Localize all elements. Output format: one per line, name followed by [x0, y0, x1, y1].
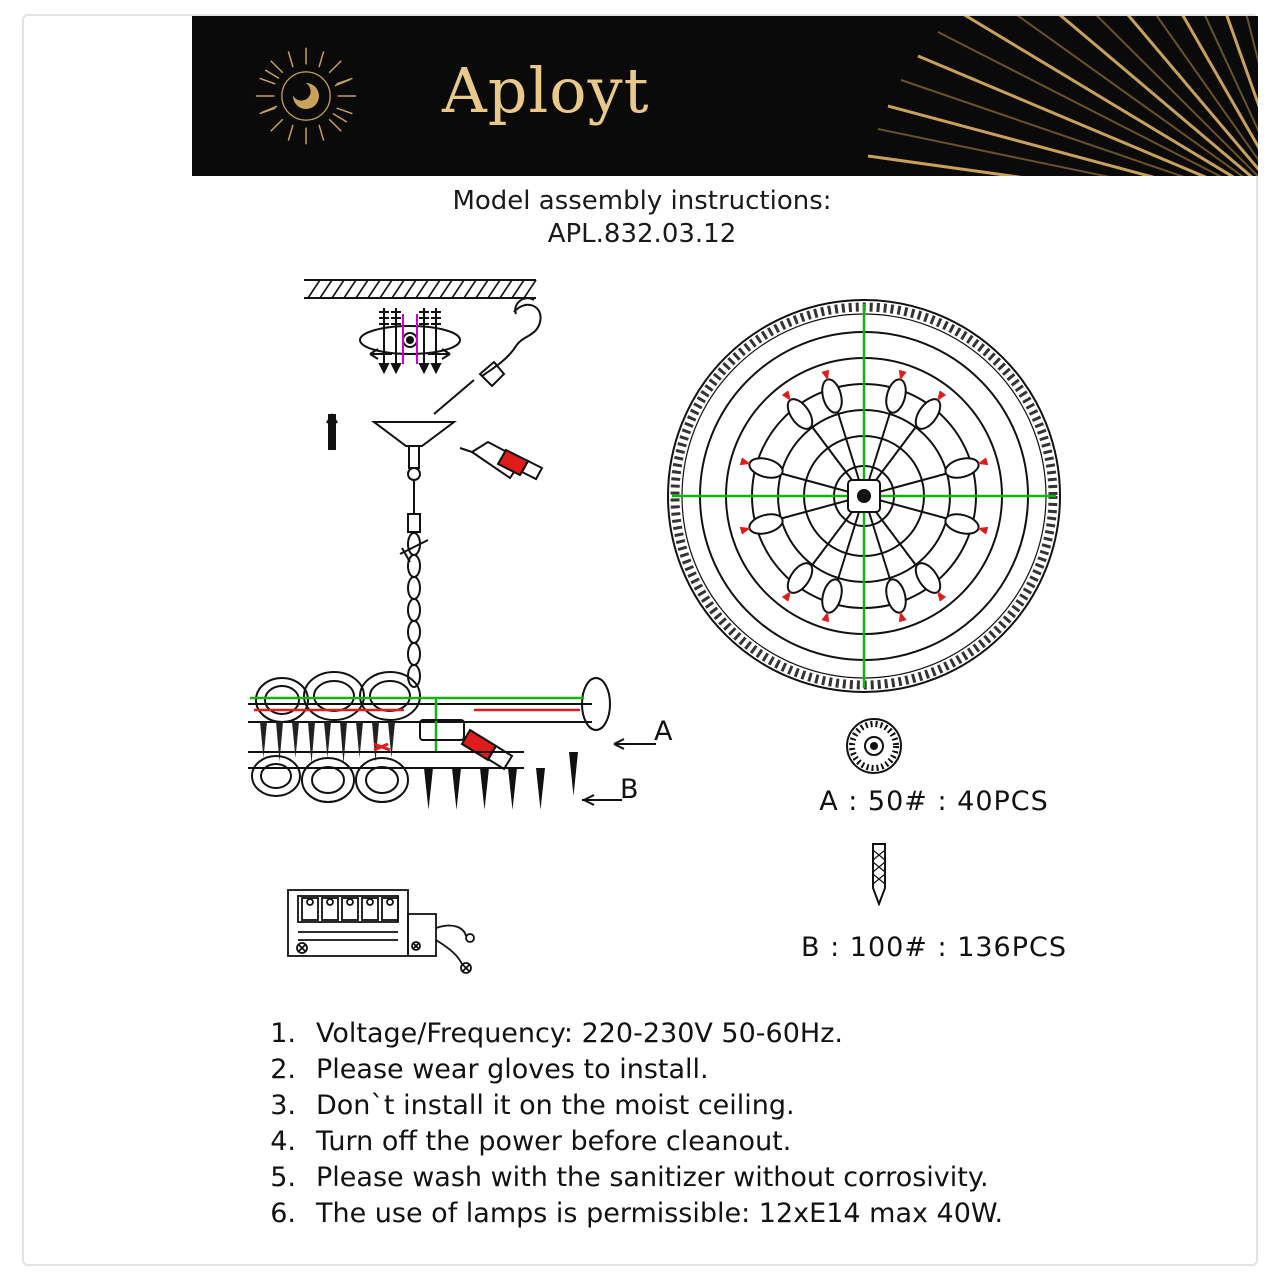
- brand-banner: [192, 16, 1258, 176]
- instruction-sheet: [22, 14, 1258, 1266]
- note-text: Don`t install it on the moist ceiling.: [316, 1090, 795, 1121]
- sunburst-icon: [250, 44, 362, 148]
- note-number: 6.: [270, 1198, 296, 1229]
- note-item: [254, 1088, 1214, 1124]
- note-item: [254, 1052, 1214, 1088]
- palm-rays-icon: [798, 16, 1258, 176]
- note-item: [254, 1196, 1214, 1232]
- assembly-diagram: [224, 252, 704, 812]
- note-text: Voltage/Frequency: 220-230V 50-60Hz.: [316, 1018, 843, 1049]
- note-text: Please wash with the sanitizer without corrosivity.: [316, 1162, 989, 1193]
- part-b-label: B : 100# : 136PCS: [800, 932, 1067, 963]
- note-item: [254, 1160, 1214, 1196]
- page-title: Model assembly instructions:: [452, 186, 832, 216]
- note-text: Turn off the power before cleanout.: [316, 1126, 792, 1157]
- note-text: Please wear gloves to install.: [316, 1054, 709, 1085]
- note-number: 3.: [270, 1090, 296, 1121]
- wiring-diagram: [284, 876, 514, 986]
- model-number: APL.832.03.12: [547, 219, 737, 249]
- note-item: [254, 1016, 1214, 1052]
- part-a-label: A : 50# : 40PCS: [819, 786, 1049, 817]
- note-number: 4.: [270, 1126, 296, 1157]
- top-view-diagram: [664, 296, 1064, 696]
- note-number: 5.: [270, 1162, 296, 1193]
- callout-b-label: B: [620, 774, 639, 805]
- brand-name: Aployt: [442, 54, 650, 127]
- note-text: The use of lamps is permissible: 12xE14 max 40W.: [316, 1198, 1004, 1229]
- note-item: [254, 1124, 1214, 1160]
- callout-a-label: A: [654, 716, 673, 747]
- crystal-drop-pendant-icon: [864, 842, 894, 906]
- notes-list: [254, 1016, 1214, 1232]
- note-number: 2.: [270, 1054, 296, 1085]
- crystal-bead-ring-icon: [844, 716, 904, 776]
- note-number: 1.: [270, 1018, 296, 1049]
